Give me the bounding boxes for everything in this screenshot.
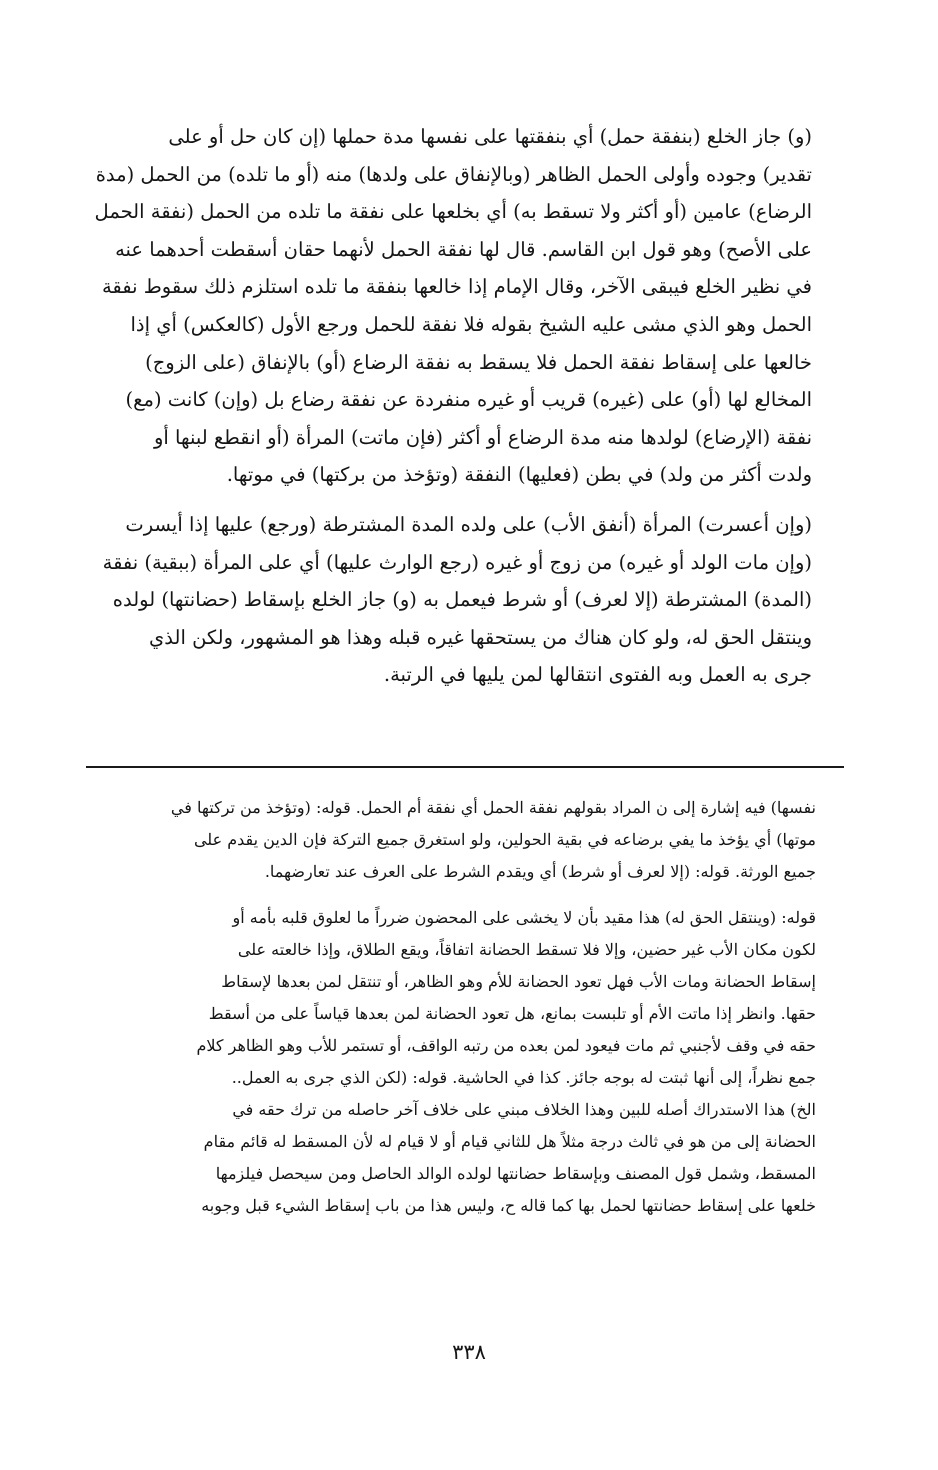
footnote-line: جميع الورثة. قوله: (إلا لعرف أو شرط) أي ويقدم الشرط على العرف عند تعارضهما. <box>264 862 816 881</box>
text-line: الرضاع) عامين (أو أكثر ولا تسقط به) أي بخلعها على نفقة ما تلده من الحمل (نفقة الحمل <box>94 200 812 224</box>
text-line: وينتقل الحق له، ولو كان هناك من يستحقها غيره قبله وهذا هو المشهور، ولكن الذي <box>149 625 812 649</box>
footnotes <box>86 792 846 1236</box>
text-line: خالعها على إسقاط نفقة الحمل فلا يسقط به نفقة الرضاع (أو) بالإنفاق (على الزوج) <box>145 350 812 374</box>
main-paragraph-1 <box>86 118 846 494</box>
footnote-line: حقها. وانظر إذا ماتت الأم أو تلبست بمانع، هل تعود الحضانة لمن بعدها قياساً على من أسقط <box>208 1004 816 1023</box>
footnote-2 <box>86 902 846 1222</box>
footnote-line: موتها) أي يؤخذ ما يفي برضاعه في بقية الحولين، ولو استغرق جميع التركة فإن الدين يقدم على <box>193 830 816 849</box>
footnote-line: الحضانة إلى من هو في ثالث درجة مثلاً هل للثاني قيام أو لا قيام له لأن المسقط له قائم مقام <box>203 1132 816 1151</box>
page-number: ٣٣٨ <box>452 1340 486 1364</box>
text-line: نفقة (الإرضاع) لولدها منه مدة الرضاع أو أكثر (فإن ماتت) المرأة (أو انقطع لبنها أو <box>153 425 812 449</box>
footnote-line: حقه في وقف لأجنبي ثم مات فيعود لمن بعده من رتبه الواقف، أو تستمر للأب وهو الظاهر كلام <box>196 1036 816 1055</box>
text-line: على الأصح) وهو قول ابن القاسم. قال لها نفقة الحمل لأنهما حقان أسقطت أحدهما عنه <box>115 237 812 261</box>
footnote-line: نفسها) فيه إشارة إلى ن المراد بقولهم نفقة الحمل أي نفقة أم الحمل. قوله: (وتؤخذ من تركتها في <box>170 798 816 817</box>
main-paragraph-2 <box>86 506 846 694</box>
text-line: الحمل وهو الذي مشى عليه الشيخ بقوله فلا نفقة للحمل ورجع الأول (كالعكس) أي إذا <box>130 312 812 336</box>
footnote-line: قوله: (وينتقل الحق له) هذا مقيد بأن لا يخشى على المحضون ضرراً ما لعلوق قلبه بأمه أو <box>232 908 816 927</box>
footnote-line: لكون مكان الأب غير حضين، وإلا فلا تسقط الحضانة اتفاقاً، ويقع الطلاق، وإذا خالعته على <box>237 940 816 959</box>
text-line: (وإن أعسرت) المرأة (أنفق الأب) على ولده المدة المشترطة (ورجع) عليها إذا أيسرت <box>125 512 812 536</box>
text-line: في نظير الخلع فيبقى الآخر، وقال الإمام إذا خالعها بنفقة ما تلده استلزم ذلك سقوط نفقة <box>101 275 812 299</box>
footnote-line: المسقط، وشمل قول المصنف وبإسقاط حضانتها لولده الوالد الحاصل ومن سيحصل فيلزمها <box>215 1164 816 1183</box>
text-line: المخالع لها (أو) على (غيره) قريب أو غيره منفردة عن نفقة رضاع بل (وإن) كانت (مع) <box>125 388 812 412</box>
text-line: (المدة) المشترطة (إلا لعرف) أو شرط فيعمل به (و) جاز الخلع بإسقاط (حضانتها) لولده <box>112 588 812 612</box>
footnote-line: الخ) هذا الاستدراك أصله للبين وهذا الخلاف مبني على خلاف آخر حاصله من ترك حقه في <box>232 1100 816 1119</box>
footnote-line: جمع نظراً، إلى أنها ثبتت له بوجه جائز. كذا في الحاشية. قوله: (لكن الذي جرى به العمل.. <box>231 1068 816 1087</box>
text-line: ولدت أكثر من ولد) في بطن (فعليها) النفقة (وتؤخذ من بركتها) في موتها. <box>226 463 812 487</box>
footnote-1 <box>86 792 846 888</box>
footnote-line: إسقاط الحضانة ومات الأب فهل تعود الحضانة للأم وهو الظاهر، أو تنتقل لمن بعدها لإسقاط <box>221 972 816 991</box>
text-line: تقدير) وجوده وأولى الحمل الظاهر (وبالإنفاق على ولدها) منه (أو ما تلده) من الحمل (مدة <box>95 162 812 186</box>
footnote-line: خلعها على إسقاط حضانتها لحمل بها كما قاله ح، وليس هذا من باب إسقاط الشيء قبل وجوبه <box>201 1196 816 1215</box>
footnote-divider <box>86 766 844 768</box>
main-text <box>86 118 846 694</box>
text-line: (وإن مات الولد أو غيره) من زوج أو غيره (رجع الوارث عليها) أي على المرأة (ببقية) نفقة <box>102 550 812 574</box>
text-line: (و) جاز الخلع (بنفقة حمل) أي بنفقتها على نفسها مدة حملها (إن كان حل أو على <box>168 125 812 148</box>
text-line: جرى به العمل وبه الفتوى انتقالها لمن يليها في الرتبة. <box>383 663 812 687</box>
